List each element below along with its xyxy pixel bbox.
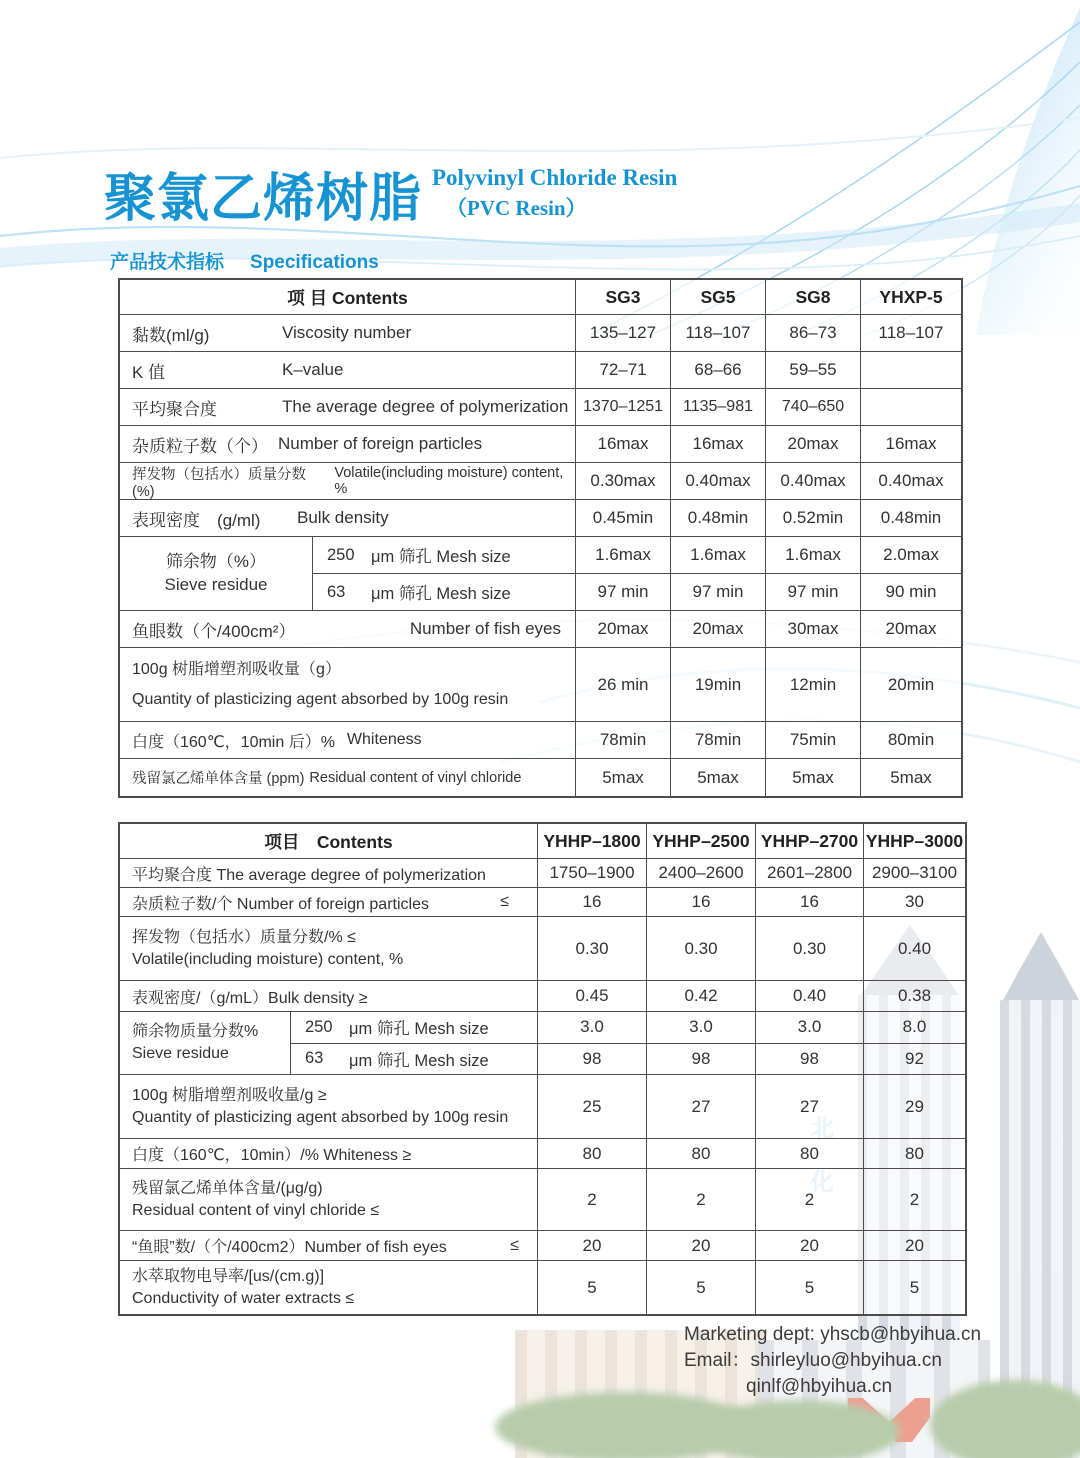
row-label xyxy=(120,1075,537,1138)
page-title-zh: 聚氯乙烯树脂 xyxy=(104,170,423,228)
row-label-en: Whiteness xyxy=(346,731,422,748)
row-label-text: “鱼眼”数/（个/400cm2）Number of fish eyes xyxy=(132,1239,447,1256)
cell-value: 3.0 xyxy=(646,1012,755,1043)
row-label-zh: 100g 树脂增塑剂吸收量（g） xyxy=(132,660,341,678)
cell-value: 20min xyxy=(860,648,961,721)
mesh-size-text: μm 筛孔 Mesh size xyxy=(349,1020,489,1039)
row-viscosity xyxy=(120,314,961,351)
header-contents: 项目 Contents xyxy=(120,824,537,858)
row-label: 白度（160℃，10min）/% Whiteness ≥ xyxy=(120,1139,537,1168)
cell-value: 80 xyxy=(537,1139,646,1168)
contact-email: Email：shirleyluo@hbyihua.cn xyxy=(684,1350,942,1371)
row-label xyxy=(120,759,575,796)
cell-value: 20 xyxy=(755,1231,863,1260)
mesh-label xyxy=(291,1012,537,1043)
row-label-en: Sieve residue xyxy=(164,574,268,594)
cell-value: 20max xyxy=(670,611,765,647)
cell-value xyxy=(860,352,961,388)
row-label xyxy=(120,463,575,499)
row-foreign-particles xyxy=(120,887,965,916)
cell-value: 1.6max xyxy=(575,537,670,573)
cell-value: 0.52min xyxy=(765,500,860,536)
cell-value: 80 xyxy=(755,1139,863,1168)
cell-value: 2400–2600 xyxy=(646,859,755,887)
row-label-en: Sieve residue xyxy=(132,1045,229,1062)
sieve-residue-subrows xyxy=(290,1012,965,1074)
row-label-zh: 残留氯乙烯单体含量 (ppm) xyxy=(132,771,305,787)
contact-block xyxy=(684,1322,981,1400)
cell-value: 135–127 xyxy=(575,315,670,351)
cell-value: 740–650 xyxy=(765,389,860,425)
cell-value: 0.40max xyxy=(765,463,860,499)
cell-value: 5 xyxy=(537,1261,646,1314)
row-label xyxy=(120,917,537,980)
cell-value: 25 xyxy=(537,1075,646,1138)
cell-value: 0.40max xyxy=(670,463,765,499)
row-label-zh: 水萃取物电导率/[us/(cm.g)] xyxy=(132,1267,325,1285)
header-contents: 项 目 Contents xyxy=(120,280,575,314)
cell-value: 5max xyxy=(860,759,961,796)
row-residual-vcm xyxy=(120,1168,965,1230)
cell-value: 1.6max xyxy=(765,537,860,573)
page-subtitle-en: （PVC Resin） xyxy=(446,196,587,220)
row-bulk-density xyxy=(120,499,961,536)
row-mesh-63 xyxy=(291,1043,965,1075)
cell-value: 1750–1900 xyxy=(537,859,646,887)
cell-value: 0.48min xyxy=(860,500,961,536)
mesh-label xyxy=(313,574,575,610)
cell-value: 20 xyxy=(863,1231,965,1260)
row-label-en: Quantity of plasticizing agent absorbed by 100g resin xyxy=(132,1108,509,1126)
cell-value: 0.30 xyxy=(537,917,646,980)
header-col-yhhp3000: YHHP–3000 xyxy=(863,824,965,858)
row-label: 表观密度/（g/mL）Bulk density ≥ xyxy=(120,981,537,1011)
cell-value: 8.0 xyxy=(863,1012,965,1043)
row-label xyxy=(120,1169,537,1230)
row-volatile xyxy=(120,916,965,980)
cell-value: 0.30max xyxy=(575,463,670,499)
cell-value: 0.45 xyxy=(537,981,646,1011)
mesh-size-text: μm 筛孔 Mesh size xyxy=(371,548,511,566)
cell-value: 98 xyxy=(646,1044,755,1075)
cell-value: 5max xyxy=(575,759,670,796)
cell-value: 5 xyxy=(755,1261,863,1314)
table-header-row xyxy=(120,824,965,858)
cell-value: 2900–3100 xyxy=(863,859,965,887)
cell-value: 0.40max xyxy=(860,463,961,499)
row-plasticizer-absorption xyxy=(120,1074,965,1138)
cell-value: 16 xyxy=(646,888,755,916)
cell-value: 2601–2800 xyxy=(755,859,863,887)
row-label xyxy=(120,315,575,351)
cell-value: 118–107 xyxy=(860,315,961,351)
cell-value: 2 xyxy=(537,1169,646,1230)
section-heading-zh: 产品技术指标 xyxy=(110,252,225,273)
row-bulk-density xyxy=(120,980,965,1011)
leq-symbol: ≤ xyxy=(500,893,509,910)
row-label-en: Bulk density xyxy=(297,508,389,527)
cell-value: 5 xyxy=(646,1261,755,1314)
cell-value: 68–66 xyxy=(670,352,765,388)
sieve-residue-label xyxy=(120,537,312,610)
row-foreign-particles xyxy=(120,425,961,462)
header-col-sg3: SG3 xyxy=(575,280,670,314)
mesh-size-num: 63 xyxy=(327,582,346,601)
row-label-en: Conductivity of water extracts ≤ xyxy=(132,1289,355,1307)
cell-value: 20max xyxy=(860,611,961,647)
row-whiteness xyxy=(120,721,961,758)
cell-value: 2.0max xyxy=(860,537,961,573)
cell-value: 12min xyxy=(765,648,860,721)
header-col-yhhp1800: YHHP–1800 xyxy=(537,824,646,858)
cell-value: 16 xyxy=(537,888,646,916)
row-fish-eyes xyxy=(120,610,961,647)
cell-value: 20max xyxy=(575,611,670,647)
cell-value: 80min xyxy=(860,722,961,758)
header-col-yhxp5: YHXP-5 xyxy=(860,280,961,314)
cell-value: 1135–981 xyxy=(670,389,765,425)
cell-value: 75min xyxy=(765,722,860,758)
row-label: 平均聚合度 The average degree of polymerization xyxy=(120,859,537,887)
cell-value: 72–71 xyxy=(575,352,670,388)
cell-value: 80 xyxy=(646,1139,755,1168)
row-volatile xyxy=(120,462,961,499)
row-group-sieve-residue xyxy=(120,536,961,610)
row-whiteness xyxy=(120,1138,965,1168)
cell-value: 98 xyxy=(537,1044,646,1075)
section-heading-en: Specifications xyxy=(250,252,379,273)
row-label-en: Volatile(including moisture) content, % xyxy=(132,950,404,968)
row-label-zh: 杂质粒子数（个） xyxy=(132,436,268,456)
row-label-en: Residual content of vinyl chloride ≤ xyxy=(132,1201,380,1219)
row-label xyxy=(120,722,575,758)
row-conductivity xyxy=(120,1260,965,1314)
cell-value: 80 xyxy=(863,1139,965,1168)
cell-value: 20 xyxy=(537,1231,646,1260)
row-label xyxy=(120,648,575,721)
cell-value: 0.30 xyxy=(646,917,755,980)
sieve-residue-subrows xyxy=(312,537,961,610)
row-label-zh: K 值 xyxy=(132,362,166,382)
cell-value: 16 xyxy=(755,888,863,916)
sieve-residue-label xyxy=(120,1012,290,1074)
cell-value: 86–73 xyxy=(765,315,860,351)
row-label xyxy=(120,426,575,462)
cell-value: 97 min xyxy=(575,574,670,610)
cell-value: 90 min xyxy=(860,574,961,610)
cell-value: 20 xyxy=(646,1231,755,1260)
header-col-sg5: SG5 xyxy=(670,280,765,314)
row-label-zh: 挥发物（包括水）质量分数/% ≤ xyxy=(132,928,356,946)
section-heading xyxy=(110,247,379,274)
contact-email-2: qinlf@hbyihua.cn xyxy=(746,1376,893,1397)
row-label-zh: 白度（160℃，10min 后）% xyxy=(132,733,335,751)
cell-value: 0.40 xyxy=(863,917,965,980)
row-residual-vcm xyxy=(120,758,961,796)
row-label-en: Quantity of plasticizing agent absorbed by 100g resin xyxy=(132,690,509,708)
cell-value: 59–55 xyxy=(765,352,860,388)
row-label-zh: 100g 树脂增塑剂吸收量/g ≥ xyxy=(132,1086,327,1104)
cell-value: 19min xyxy=(670,648,765,721)
mesh-size-text: μm 筛孔 Mesh size xyxy=(349,1051,489,1070)
cell-value: 27 xyxy=(755,1075,863,1138)
header-col-yhhp2500: YHHP–2500 xyxy=(646,824,755,858)
cell-value: 78min xyxy=(575,722,670,758)
cell-value: 3.0 xyxy=(537,1012,646,1043)
row-label xyxy=(120,1261,537,1314)
cell-value: 16max xyxy=(860,426,961,462)
mesh-label xyxy=(291,1044,537,1075)
cell-value: 92 xyxy=(863,1044,965,1075)
spec-table-sg xyxy=(118,278,963,798)
row-mesh-250 xyxy=(313,537,961,573)
mesh-size-text: μm 筛孔 Mesh size xyxy=(371,585,511,603)
row-label-zh: 黏数(ml/g) xyxy=(132,325,210,345)
row-label xyxy=(120,500,575,536)
cell-value: 26 min xyxy=(575,648,670,721)
row-label-en: Volatile(including moisture) content, % xyxy=(334,465,564,497)
row-label xyxy=(120,611,575,647)
row-kvalue xyxy=(120,351,961,388)
row-label-en: Viscosity number xyxy=(282,323,412,342)
row-avg-polymerization xyxy=(120,858,965,887)
cell-value: 3.0 xyxy=(755,1012,863,1043)
tree-line xyxy=(700,1400,900,1458)
cell-value: 5max xyxy=(670,759,765,796)
cell-value: 1.6max xyxy=(670,537,765,573)
row-label-en: K–value xyxy=(282,360,344,379)
cell-value: 20max xyxy=(765,426,860,462)
row-label-en: Number of foreign particles xyxy=(278,434,483,453)
page-title-en: Polyvinyl Chloride Resin xyxy=(432,165,678,190)
cell-value: 2 xyxy=(755,1169,863,1230)
cell-value: 0.38 xyxy=(863,981,965,1011)
cell-value: 0.45min xyxy=(575,500,670,536)
mesh-size-num: 250 xyxy=(305,1017,333,1036)
cell-value: 118–107 xyxy=(670,315,765,351)
cell-value: 97 min xyxy=(670,574,765,610)
row-group-sieve-residue xyxy=(120,1011,965,1074)
tower-spire xyxy=(1002,932,1080,1002)
cell-value: 16max xyxy=(670,426,765,462)
cell-value: 97 min xyxy=(765,574,860,610)
cell-value: 0.30 xyxy=(755,917,863,980)
table-header-row xyxy=(120,280,961,314)
row-label-zh: 挥发物（包括水）质量分数 (%) xyxy=(132,466,306,500)
cell-value: 5max xyxy=(765,759,860,796)
cell-value: 0.40 xyxy=(755,981,863,1011)
row-label-en: Number of fish eyes xyxy=(409,619,561,638)
row-label xyxy=(120,1231,537,1260)
row-plasticizer-absorption xyxy=(120,647,961,721)
mesh-size-num: 63 xyxy=(305,1049,324,1068)
cell-value: 0.48min xyxy=(670,500,765,536)
row-label-zh: 平均聚合度 xyxy=(132,399,217,419)
row-label-text: 杂质粒子数/个 Number of foreign particles xyxy=(132,895,429,913)
cell-value: 30 xyxy=(863,888,965,916)
mesh-label xyxy=(313,537,575,573)
cell-value: 1370–1251 xyxy=(575,389,670,425)
marketing-dept-email: Marketing dept: yhscb@hbyihua.cn xyxy=(684,1324,982,1345)
cell-value: 78min xyxy=(670,722,765,758)
row-mesh-63 xyxy=(313,573,961,610)
mesh-size-num: 250 xyxy=(327,545,355,564)
row-label-en: Residual content of vinyl chloride xyxy=(309,769,522,786)
row-label-zh: 鱼眼数（个/400cm²） xyxy=(132,621,296,641)
cell-value: 2 xyxy=(863,1169,965,1230)
cell-value: 29 xyxy=(863,1075,965,1138)
row-label-en: The average degree of polymerization xyxy=(282,397,569,416)
cell-value: 27 xyxy=(646,1075,755,1138)
spec-table-yhhp xyxy=(118,822,967,1316)
row-label xyxy=(120,888,537,916)
row-label-zh: 筛余物（%） xyxy=(165,551,267,571)
row-mesh-250 xyxy=(291,1012,965,1043)
cell-value: 2 xyxy=(646,1169,755,1230)
header-col-sg8: SG8 xyxy=(765,280,860,314)
cell-value: 30max xyxy=(765,611,860,647)
header-col-yhhp2700: YHHP–2700 xyxy=(755,824,863,858)
cell-value xyxy=(860,389,961,425)
row-label xyxy=(120,352,575,388)
cell-value: 98 xyxy=(755,1044,863,1075)
row-fish-eyes xyxy=(120,1230,965,1260)
row-avg-polymerization xyxy=(120,388,961,425)
row-label-zh: 残留氯乙烯单体含量/(μg/g) xyxy=(132,1179,323,1197)
cell-value: 0.42 xyxy=(646,981,755,1011)
row-label-zh: 筛余物质量分数% xyxy=(132,1023,259,1041)
leq-symbol: ≤ xyxy=(510,1236,519,1254)
cell-value: 16max xyxy=(575,426,670,462)
cell-value: 5 xyxy=(863,1261,965,1314)
row-label xyxy=(120,389,575,425)
row-label-zh: 表现密度 (g/ml) xyxy=(132,510,261,530)
